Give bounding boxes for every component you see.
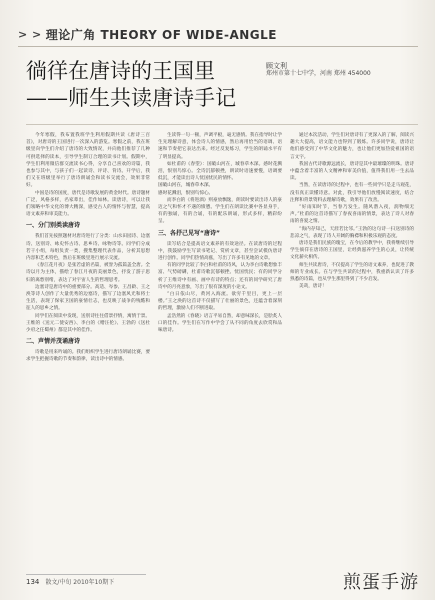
- watermark-text: 煎蛋手游: [343, 572, 419, 593]
- poem-line: 国破山河在，城春草木深。: [158, 183, 214, 189]
- footer-divider: [26, 574, 146, 575]
- text-column-3: [290, 132, 414, 562]
- author-name: 顾文利: [266, 62, 287, 70]
- section-heading: 三、各抒己见写“唐诗”: [158, 229, 220, 237]
- author-info: [266, 62, 416, 78]
- body-paragraph: 我们首先按照题材对唐诗进行了分类：山水田园诗、边塞诗、送别诗、咏史怀古诗、思乡诗、咏物诗等。同学们分成若干小组，每组负责一类，搜集整理代表作品，分析其思想内容和艺术特色，然后在班级里进行展示交流。: [26, 234, 150, 262]
- body-paragraph: 生读得一句一顿，声调平板，毫无感情。我在指导时让学生先理解诗意，体会诗人的情感，然后再用恰当的语调、语速和节奏把它表达出来。经过反复练习，学生的朗诵水平有了明显提高。: [158, 133, 282, 160]
- body-paragraph: 《春江花月夜》是张若虚的名篇，被誉为孤篇盖全唐。全诗以月为主体，描绘了春江月夜的美丽景色，抒发了游子思妇的离愁别绪，表达了对宇宙人生的哲理思考。: [26, 263, 150, 283]
- text-column-2: [158, 132, 282, 562]
- body-paragraph: “白日依山尽，黄河入海流。欲穷千里目，更上一层楼。”王之涣的这首诗不仅描写了壮丽的景色，还蕴含着深刻的哲理，激励人们不断进取。: [158, 292, 282, 312]
- body-paragraph: 如杜甫的《春望》：国破山河在，城春草木深。感时花溅泪，恨别鸟惊心。全诗沉郁顿挫，朗读时语速要慢，语调要低沉，才能读出诗人忧国忧民的情怀。: [158, 161, 282, 182]
- article-title: [26, 58, 256, 112]
- body-paragraph: 有的同学比较了李白和杜甫的诗风，认为李白诗歌想象丰富、气势磅礴，杜甫诗歌沉郁顿挫、忧国忧民；有的同学分析了王维诗中有画、画中有诗的特点；还有的同学研究了唐诗中的月亮意象，写出了很有深度的小论文。: [158, 263, 282, 290]
- page-footer: [26, 577, 114, 586]
- poem-line: 感时花溅泪，恨别鸟惊心。: [158, 190, 214, 196]
- page-number: 134: [26, 577, 40, 586]
- article-title-sub: ——师生共读唐诗手记: [26, 86, 236, 110]
- section-title: 理论广角 THEORY OF WIDE-ANGLE: [45, 27, 277, 42]
- header-divider: [18, 46, 418, 47]
- body-paragraph: 边塞诗是唐诗中的重要部分。高适、岑参、王昌龄、王之涣等诗人创作了大量优秀的边塞诗，描写了边塞风光和将士生活，表现了保家卫国的豪情壮志，也反映了战争的残酷和征人的思乡之情。: [26, 284, 150, 312]
- body-paragraph: 诗歌是用来吟诵的。我们组织学生进行唐诗朗诵比赛，要求学生把握诗歌的节奏和韵律，读出诗中的情感。: [26, 350, 150, 363]
- body-paragraph: 同学们在阅读中发现，送别诗往往借景抒情，寓情于景。王维的《送元二使安西》、李白的《赠汪伦》、王勃的《送杜少府之任蜀州》都是其中的佳作。: [26, 313, 150, 334]
- body-paragraph: 师生共读唐诗，不仅提高了学生的语文素养，也促进了教师的专业成长。在与学生共读的过程中，我重新认识了许多熟悉的诗篇，也从学生那里得到了不少启发。: [290, 262, 414, 283]
- body-paragraph: “海内存知己，天涯若比邻。”王勃的这句诗一扫送别诗的悲凉之气，表现了诗人开阔的胸襟和积极乐观的态度。: [290, 226, 414, 239]
- body-paragraph: 今年寒假，我布置我班学生利用假期共读《唐诗三百首》，对唐诗的王国进行一次深入的游览。寒假之前，我在班级里向学生们介绍了唐诗的大致情况，并向他们推荐了几种可供选择的读本，引导学生制订合理的读书计划。假期中，学生们利用微信群交流读书心得，分享自己喜欢的诗篇，我也参与其中，与孩子们一起读诗、评诗、背诗。开学后，我们又在班级里举行了唐诗朗诵会和读书交流会，效果非常好。: [26, 133, 150, 189]
- body-paragraph: 中国是诗的国度，唐代是诗歌发展的黄金时代。唐诗题材广泛，风格多样，名家辈出，佳作如林。读唐诗，可以让我们领略中华文化的博大精深，感受古人的情怀与智慧，提高语文素养和审美能力。: [26, 190, 150, 218]
- body-paragraph: 孟浩然的《春晓》语言平易自然，却意味深长，是脍炙人口的佳作。学生们在写作中学会了从不同的角度去欣赏和品味唐诗。: [158, 313, 282, 334]
- body-paragraph: “好雨知时节，当春乃发生。随风潜入夜，润物细无声。”杜甫的这首诗描写了春夜喜雨的情景，表达了诗人对春雨的喜爱之情。: [290, 205, 414, 225]
- section-heading: 一、分门别类读唐诗: [26, 222, 81, 230]
- title-divider: [26, 124, 418, 125]
- body-paragraph: 唐诗是我们民族的瑰宝，在今后的教学中，我将继续引导学生徜徉在唐诗的王国里，让经典滋养学生的心灵，让传统文化薪火相传。: [290, 241, 414, 261]
- author-affiliation: 郑州市第十七中学，河南 郑州 454000: [266, 70, 371, 77]
- body-paragraph: 而李白的《将进酒》则豪放飘逸，朗读时要读出诗人的豪迈之气和怀才不遇的愤懑。学生们在朗读比赛中各显身手，有的独诵，有的合诵，有的配乐朗诵，形式多样，精彩纷呈。: [158, 197, 282, 225]
- section-header: [18, 26, 418, 42]
- section-arrows: > >: [18, 27, 42, 41]
- body-paragraph: 通过本次活动，学生们对唐诗有了更深入的了解，阅读兴趣大大提高，语文能力也得到了锻炼。许多同学说，唐诗让他们感受到了中华文化的魅力，也让他们更加热爱祖国的语言文字。: [290, 133, 414, 160]
- journal-info: 散文/中旬 2010年10期下: [45, 579, 115, 586]
- body-paragraph: 美哉，唐诗！: [299, 284, 327, 290]
- body-paragraph: 当然，在读唐诗的过程中，也有一些同学只是走马观花，没有真正读懂诗意。对此，我引导他们放慢阅读速度，结合注释和背景资料去理解诗歌，效果有了改善。: [290, 183, 414, 203]
- body-paragraph: 读写结合是提高语文素养的有效途径。在读唐诗的过程中，我鼓励学生写读书笔记、赏析文章，甚至尝试模仿唐诗进行创作。同学们热情高涨，写出了许多有见地的文章。: [158, 241, 282, 262]
- text-column-1: [26, 132, 150, 562]
- section-heading: 二、声情并茂诵唐诗: [26, 338, 81, 346]
- body-paragraph: 我国古代诗歌源远流长，唐诗是其中最璀璨的明珠。唐诗中蕴含着丰富的人文精神和审美价值，值得我们用一生去品读。: [290, 161, 414, 182]
- article-title-main: 徜徉在唐诗的王国里: [26, 59, 215, 83]
